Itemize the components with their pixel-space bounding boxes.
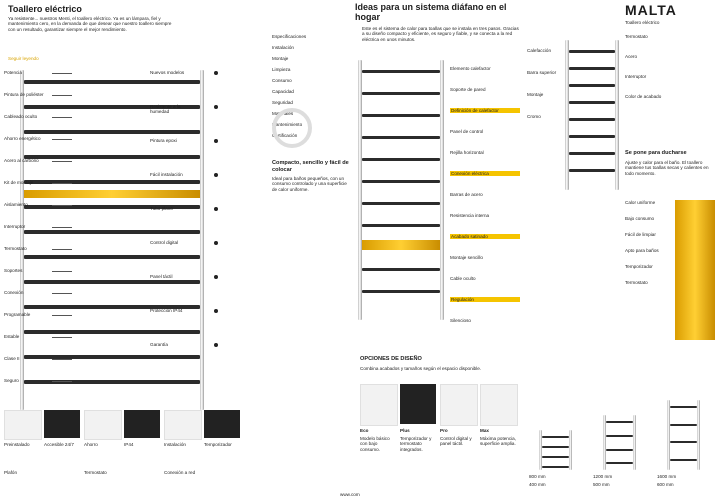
callout-dot: [214, 241, 218, 245]
rail-bar: [24, 255, 200, 259]
middle-note: Materiales: [272, 111, 294, 116]
callout-leader: [52, 73, 72, 74]
callout-right: Nuevos modelos: [150, 70, 185, 75]
rail-bar: [24, 80, 200, 84]
option-caption: Modelo básico con bajo consumo.: [360, 436, 390, 452]
size-bar: [670, 424, 697, 426]
callout-dot: [214, 71, 218, 75]
mid-rail-bar: [362, 114, 440, 117]
right-label: Barra superior: [527, 70, 557, 75]
timer-icon: [204, 410, 240, 438]
size-bar: [606, 435, 633, 437]
middle-label: Elemento calefactor: [450, 66, 491, 71]
option-thumb[interactable]: [400, 384, 436, 424]
middle-note: Seguridad: [272, 100, 293, 105]
feature-item: Bajo consumo: [625, 216, 655, 221]
footer-url[interactable]: www.com: [340, 492, 360, 497]
right-rail-pole-l: [565, 40, 569, 190]
size-width: 600 mm: [657, 482, 674, 487]
callout-dot: [214, 105, 218, 109]
mid-rail-bar: [362, 92, 440, 95]
right-column: [525, 0, 720, 502]
right-rail-bar: [569, 135, 615, 138]
option-thumb[interactable]: [440, 384, 478, 426]
callout-leader: [52, 117, 72, 118]
block-text: Ajuste y calor para el baño. El toallero mantiene tus toallas secas y calientes en todo momento.: [625, 160, 709, 176]
bolt-icon: [164, 410, 202, 440]
option-thumb[interactable]: [360, 384, 398, 426]
mid-rail-pole-right: [440, 60, 444, 320]
callout-leader: [52, 227, 72, 228]
size-height: 1200 mm: [593, 474, 613, 479]
size-bar: [542, 456, 569, 458]
middle-note: Capacidad: [272, 89, 294, 94]
callout-left: Soportes: [4, 268, 23, 273]
callout-left: Programable: [4, 312, 31, 317]
left-column: [0, 0, 245, 502]
size-bar: [542, 446, 569, 448]
left-title: Toallero eléctrico: [8, 4, 82, 14]
middle-note: Mantenimiento: [272, 122, 303, 127]
callout-leader: [52, 183, 72, 184]
icon-label: Temporizador: [204, 442, 232, 447]
option-name: Eco: [360, 428, 369, 433]
middle-label: Regulación: [450, 297, 520, 302]
middle-note: Instalación: [272, 45, 294, 50]
callout-right: Protección IP44: [150, 308, 183, 313]
feature-item: Apto para baños: [625, 248, 659, 253]
detail-circle: [272, 108, 312, 148]
left-intro: Ya resistente... nuestros Menti, el toallero eléctrico. Ya es un lámpara, fiel y mantenimiento cero, en la demanda de que desear que nuestro toallero siempre con un resultado, garantizar siempre el mejor rendimiento.: [8, 16, 172, 32]
callout-right: Tubo plano: [150, 206, 173, 211]
size-width: 500 mm: [593, 482, 610, 487]
size-bar: [670, 459, 697, 461]
right-rail-pole-r: [615, 40, 619, 190]
callout-leader: [52, 293, 72, 294]
right-rail-bar: [569, 84, 615, 87]
size-pole-r: [697, 400, 700, 470]
mid-rail-bar: [362, 290, 440, 293]
callout-leader: [52, 95, 72, 96]
mid-rail-bar: [362, 158, 440, 161]
callout-leader: [52, 337, 72, 338]
middle-note: Especificaciones: [272, 34, 307, 39]
callout-left: Pintura de poliéster: [4, 92, 44, 97]
callout-left: Potencia: [4, 70, 22, 75]
callout-leader: [52, 359, 72, 360]
icon-note: Termostato: [84, 470, 107, 475]
sub-intro: Ideal para baños pequeños, con un consumo controlado y una superficie de calor uniforme.: [272, 176, 347, 192]
middle-label: Definición de calefactor: [450, 108, 520, 113]
mid-rail-bar: [362, 180, 440, 183]
feature-item: Temporizador: [625, 264, 653, 269]
mid-rail-bar: [362, 136, 440, 139]
callout-leader: [52, 271, 72, 272]
right-rail-pole: [200, 70, 204, 410]
options-intro: Combina acabados y tamaños según el espacio disponible.: [360, 366, 482, 371]
middle-label: Acabado satinado: [450, 234, 520, 239]
callout-left: Cableado oculto: [4, 114, 38, 119]
drop-icon: [124, 410, 160, 438]
callout-leader: [52, 249, 72, 250]
middle-note: Limpieza: [272, 67, 291, 72]
size-height: 1600 mm: [657, 474, 677, 479]
mid-rail-bar: [362, 202, 440, 205]
plug-icon: [4, 410, 42, 440]
right-rail-bar: [569, 50, 615, 53]
right-label: Color de acabado: [625, 94, 662, 99]
callout-left: Termostato: [4, 246, 27, 251]
size-bar: [542, 466, 569, 468]
middle-column: [250, 0, 520, 502]
callout-right: Resistente a la humedad: [150, 104, 181, 115]
right-rail-bar: [569, 152, 615, 155]
icon-label: IP44: [124, 442, 134, 447]
size-bar: [542, 436, 569, 438]
block-title: Se pone para ducharse: [625, 150, 687, 156]
right-label: Interruptor: [625, 74, 647, 79]
size-pole-r: [633, 415, 636, 470]
size-bar: [606, 421, 633, 423]
callout-right: Fácil instalación: [150, 172, 183, 177]
left-icon-strip: [0, 408, 245, 502]
callout-left: Aislamiento: [4, 202, 28, 207]
option-name: Pro: [440, 428, 448, 433]
callout-dot: [214, 139, 218, 143]
right-title: MALTA: [625, 2, 677, 18]
callout-right: Pintura epoxi: [150, 138, 177, 143]
size-bar: [606, 449, 633, 451]
callout-left: Estable: [4, 334, 20, 339]
read-more-link[interactable]: Seguir leyendo: [8, 56, 39, 61]
right-rail-bar: [569, 101, 615, 104]
right-label: Calefacción: [527, 48, 552, 53]
mid-rail-bar: [362, 224, 440, 227]
size-bar: [606, 462, 633, 464]
sub-title: Compacto, sencillo y fácil de colocar: [272, 160, 349, 173]
option-caption: Control digital y panel táctil.: [440, 436, 472, 447]
middle-note: Consumo: [272, 78, 292, 83]
middle-label: Rejilla horizontal: [450, 150, 484, 155]
feature-item: Calor uniforme: [625, 200, 656, 205]
icon-label: Ahorro: [84, 442, 98, 447]
mid-rail-bar: [362, 70, 440, 73]
middle-note: Montaje: [272, 56, 289, 61]
icon-label: Instalación: [164, 442, 186, 447]
callout-right: Garantía: [150, 342, 168, 347]
right-label: Cromo: [527, 114, 541, 119]
icon-note: Conexión a red: [164, 470, 196, 475]
callout-leader: [52, 315, 72, 316]
right-label: Montaje: [527, 92, 544, 97]
callout-left: Seguro: [4, 378, 19, 383]
middle-label: Resistencia interna: [450, 213, 490, 218]
mid-towel-accent: [362, 240, 440, 250]
right-rail-bar: [569, 67, 615, 70]
rail-bar: [24, 130, 200, 134]
callout-left: Acero al carbono: [4, 158, 39, 163]
option-name: Plus: [400, 428, 410, 433]
callout-dot: [214, 309, 218, 313]
feature-item: Fácil de limpiar: [625, 232, 656, 237]
callout-leader: [52, 205, 72, 206]
middle-label: Soporte de pared: [450, 87, 486, 92]
callout-left: Interruptor: [4, 224, 26, 229]
towel-accent: [24, 190, 200, 198]
callout-right: Panel táctil: [150, 274, 173, 279]
mid-rail-bar: [362, 268, 440, 271]
size-bar: [670, 406, 697, 408]
middle-title: Ideas para un sistema diáfano en el hogar: [355, 2, 507, 22]
size-width: 400 mm: [529, 482, 546, 487]
right-subtitle: Toallero eléctrico: [625, 20, 660, 25]
middle-label: Montaje sencillo: [450, 255, 483, 260]
middle-label: Cable oculto: [450, 276, 476, 281]
options-title: OPCIONES DE DISEÑO: [360, 356, 422, 362]
callout-left: Conexión: [4, 290, 24, 295]
middle-intro: Este es el sistema de calor para toallas que se instala en tres pasos. Gracias a su diseño compacto y eficiente, es seguro y fiable, y se conecta a la red eléctrica en unos minutos.: [362, 26, 519, 42]
leaf-icon: [84, 410, 122, 440]
callout-left: Ahorro energético: [4, 136, 41, 141]
callout-leader: [52, 381, 72, 382]
mid-rail-pole-left: [358, 60, 362, 320]
callout-dot: [214, 343, 218, 347]
option-caption: Máxima potencia, superficie amplia.: [480, 436, 517, 447]
right-label: Termostato: [625, 34, 648, 39]
size-pole-r: [569, 430, 572, 470]
rail-bar: [24, 280, 200, 284]
callout-leader: [52, 139, 72, 140]
middle-label: Barras de acero: [450, 192, 483, 197]
option-thumb[interactable]: [480, 384, 518, 426]
callout-right: Control digital: [150, 240, 179, 245]
callout-dot: [214, 173, 218, 177]
middle-label: Silencioso: [450, 318, 471, 323]
size-height: 800 mm: [529, 474, 546, 479]
shield-icon: [44, 410, 80, 438]
feature-item: Termostato: [625, 280, 648, 285]
icon-note: Plafón: [4, 470, 18, 475]
callout-left: Clase II: [4, 356, 20, 361]
option-name: Max: [480, 428, 489, 433]
middle-label: Panel de control: [450, 129, 484, 134]
middle-label: Conexión eléctrica: [450, 171, 520, 176]
option-caption: Temporizador y termostato integrados.: [400, 436, 432, 452]
callout-left: Kit de montaje: [4, 180, 34, 185]
callout-dot: [214, 207, 218, 211]
icon-label: Accesible 24/7: [44, 442, 74, 447]
right-rail-bar: [569, 169, 615, 172]
callout-leader: [52, 161, 72, 162]
icon-label: Preinstalado: [4, 442, 30, 447]
callout-dot: [214, 275, 218, 279]
size-bar: [670, 441, 697, 443]
middle-note: Certificación: [272, 133, 298, 138]
rail-bar: [24, 230, 200, 234]
right-label: Acero: [625, 54, 638, 59]
right-gold-panel: [675, 200, 715, 340]
right-rail-bar: [569, 118, 615, 121]
